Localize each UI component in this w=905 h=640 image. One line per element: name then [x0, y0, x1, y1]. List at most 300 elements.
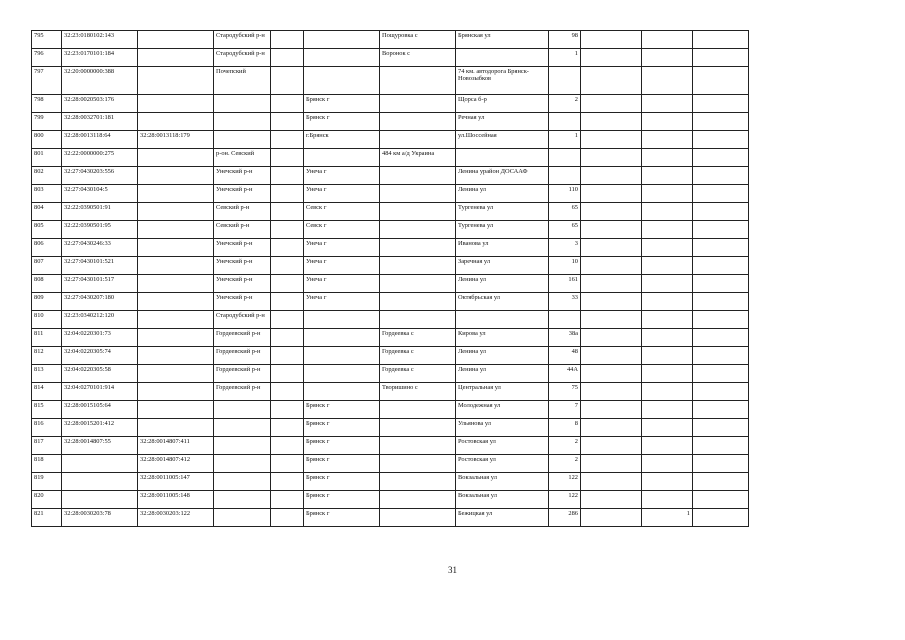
- house-number-cell: 122: [549, 473, 581, 491]
- empty-cell: [271, 257, 304, 275]
- village-cell: [380, 185, 456, 203]
- cadastral-number-cell: 32:28:0014807:55: [62, 437, 138, 455]
- empty-cell: [693, 67, 749, 95]
- table-row: [32, 437, 749, 455]
- street-cell: Ленина урайон ДОСААФ: [456, 167, 549, 185]
- linked-cadastral-number-cell: 32:28:0014807:412: [138, 455, 214, 473]
- district-cell: Стародубский р-н: [214, 311, 271, 329]
- house-number-cell: 75: [549, 383, 581, 401]
- row-number-cell: 800: [32, 131, 62, 149]
- cadastral-number-cell: 32:27:0430203:556: [62, 167, 138, 185]
- table-row: [32, 167, 749, 185]
- table-row: [32, 31, 749, 49]
- row-number-cell: 810: [32, 311, 62, 329]
- empty-cell: [581, 257, 642, 275]
- count-cell: [642, 383, 693, 401]
- empty-cell: [693, 401, 749, 419]
- empty-cell: [693, 455, 749, 473]
- empty-cell: [693, 95, 749, 113]
- linked-cadastral-number-cell: [138, 419, 214, 437]
- district-cell: Гордеевский р-н: [214, 329, 271, 347]
- house-number-cell: 98: [549, 31, 581, 49]
- cadastral-number-cell: 32:27:0430246:33: [62, 239, 138, 257]
- count-cell: [642, 437, 693, 455]
- house-number-cell: 1: [549, 49, 581, 67]
- row-number-cell: 807: [32, 257, 62, 275]
- row-number-cell: 799: [32, 113, 62, 131]
- village-cell: Гордеевка с: [380, 365, 456, 383]
- house-number-cell: 48: [549, 347, 581, 365]
- count-cell: [642, 401, 693, 419]
- count-cell: [642, 31, 693, 49]
- empty-cell: [271, 473, 304, 491]
- city-cell: Брянск г: [304, 473, 380, 491]
- city-cell: [304, 347, 380, 365]
- cadastral-number-cell: [62, 491, 138, 509]
- village-cell: [380, 491, 456, 509]
- district-cell: Унечский р-н: [214, 293, 271, 311]
- district-cell: [214, 491, 271, 509]
- empty-cell: [271, 221, 304, 239]
- linked-cadastral-number-cell: 32:28:0011005:148: [138, 491, 214, 509]
- street-cell: Кирова ул: [456, 329, 549, 347]
- row-number-cell: 797: [32, 67, 62, 95]
- empty-cell: [271, 67, 304, 95]
- cadastral-number-cell: 32:28:0015201:412: [62, 419, 138, 437]
- city-cell: [304, 149, 380, 167]
- cadastral-number-cell: 32:04:0220301:73: [62, 329, 138, 347]
- street-cell: Тургенева ул: [456, 203, 549, 221]
- district-cell: Унечский р-н: [214, 257, 271, 275]
- city-cell: Брянск г: [304, 437, 380, 455]
- empty-cell: [693, 203, 749, 221]
- empty-cell: [271, 509, 304, 527]
- house-number-cell: 286: [549, 509, 581, 527]
- street-cell: Тургенева ул: [456, 221, 549, 239]
- street-cell: ул.Шоссейная: [456, 131, 549, 149]
- village-cell: [380, 437, 456, 455]
- linked-cadastral-number-cell: [138, 275, 214, 293]
- village-cell: [380, 275, 456, 293]
- empty-cell: [581, 167, 642, 185]
- table-row: [32, 95, 749, 113]
- count-cell: [642, 329, 693, 347]
- linked-cadastral-number-cell: [138, 67, 214, 95]
- district-cell: Стародубский р-н: [214, 31, 271, 49]
- linked-cadastral-number-cell: [138, 257, 214, 275]
- village-cell: Гордеевка с: [380, 329, 456, 347]
- row-number-cell: 804: [32, 203, 62, 221]
- empty-cell: [693, 31, 749, 49]
- street-cell: Молодежная ул: [456, 401, 549, 419]
- empty-cell: [693, 49, 749, 67]
- street-cell: Вокзальная ул: [456, 473, 549, 491]
- empty-cell: [271, 383, 304, 401]
- cadastral-number-cell: 32:23:0340212:120: [62, 311, 138, 329]
- city-cell: [304, 365, 380, 383]
- linked-cadastral-number-cell: 32:28:0030203:122: [138, 509, 214, 527]
- linked-cadastral-number-cell: [138, 293, 214, 311]
- city-cell: [304, 329, 380, 347]
- village-cell: [380, 221, 456, 239]
- row-number-cell: 796: [32, 49, 62, 67]
- city-cell: Брянск г: [304, 419, 380, 437]
- house-number-cell: 1: [549, 131, 581, 149]
- cadastral-number-cell: 32:22:0390501:95: [62, 221, 138, 239]
- empty-cell: [271, 239, 304, 257]
- city-cell: [304, 31, 380, 49]
- row-number-cell: 813: [32, 365, 62, 383]
- district-cell: [214, 95, 271, 113]
- cadastral-number-cell: 32:23:0170101:184: [62, 49, 138, 67]
- empty-cell: [693, 383, 749, 401]
- house-number-cell: 2: [549, 95, 581, 113]
- city-cell: Унеча г: [304, 257, 380, 275]
- empty-cell: [581, 491, 642, 509]
- house-number-cell: [549, 311, 581, 329]
- empty-cell: [581, 113, 642, 131]
- district-cell: Стародубский р-н: [214, 49, 271, 67]
- empty-cell: [693, 221, 749, 239]
- city-cell: [304, 49, 380, 67]
- street-cell: Октябрьская ул: [456, 293, 549, 311]
- house-number-cell: 3: [549, 239, 581, 257]
- empty-cell: [581, 49, 642, 67]
- table-row: [32, 67, 749, 95]
- table-row: [32, 329, 749, 347]
- village-cell: [380, 167, 456, 185]
- row-number-cell: 805: [32, 221, 62, 239]
- linked-cadastral-number-cell: 32:28:0014807:411: [138, 437, 214, 455]
- empty-cell: [271, 419, 304, 437]
- house-number-cell: [549, 149, 581, 167]
- city-cell: [304, 383, 380, 401]
- house-number-cell: 33: [549, 293, 581, 311]
- table-row: [32, 239, 749, 257]
- village-cell: [380, 419, 456, 437]
- cadastral-number-cell: 32:28:0032701:181: [62, 113, 138, 131]
- count-cell: [642, 473, 693, 491]
- linked-cadastral-number-cell: [138, 239, 214, 257]
- row-number-cell: 820: [32, 491, 62, 509]
- linked-cadastral-number-cell: [138, 383, 214, 401]
- row-number-cell: 818: [32, 455, 62, 473]
- count-cell: [642, 293, 693, 311]
- row-number-cell: 821: [32, 509, 62, 527]
- linked-cadastral-number-cell: [138, 203, 214, 221]
- linked-cadastral-number-cell: [138, 401, 214, 419]
- table-row: [32, 509, 749, 527]
- house-number-cell: 2: [549, 455, 581, 473]
- village-cell: [380, 67, 456, 95]
- village-cell: Воронок с: [380, 49, 456, 67]
- street-cell: Брянская ул: [456, 31, 549, 49]
- district-cell: [214, 401, 271, 419]
- cadastral-number-cell: 32:28:0013118:64: [62, 131, 138, 149]
- empty-cell: [693, 131, 749, 149]
- house-number-cell: 122: [549, 491, 581, 509]
- empty-cell: [581, 95, 642, 113]
- cadastral-number-cell: 32:22:0390501:91: [62, 203, 138, 221]
- table-row: [32, 131, 749, 149]
- house-number-cell: 38а: [549, 329, 581, 347]
- district-cell: [214, 473, 271, 491]
- linked-cadastral-number-cell: [138, 365, 214, 383]
- empty-cell: [693, 509, 749, 527]
- house-number-cell: [549, 67, 581, 95]
- count-cell: [642, 113, 693, 131]
- village-cell: [380, 473, 456, 491]
- empty-cell: [581, 185, 642, 203]
- empty-cell: [581, 275, 642, 293]
- empty-cell: [581, 509, 642, 527]
- street-cell: Центральная ул: [456, 383, 549, 401]
- village-cell: 484 км а/д Украина: [380, 149, 456, 167]
- street-cell: Иванова ул: [456, 239, 549, 257]
- table-row: [32, 383, 749, 401]
- district-cell: Севский р-н: [214, 203, 271, 221]
- empty-cell: [271, 185, 304, 203]
- empty-cell: [271, 275, 304, 293]
- house-number-cell: 7: [549, 401, 581, 419]
- empty-cell: [271, 365, 304, 383]
- table-row: [32, 293, 749, 311]
- city-cell: Брянск г: [304, 401, 380, 419]
- cadastral-number-cell: 32:04:0270101:914: [62, 383, 138, 401]
- count-cell: [642, 203, 693, 221]
- city-cell: г.Брянск: [304, 131, 380, 149]
- cadastral-number-cell: 32:27:0430104:5: [62, 185, 138, 203]
- row-number-cell: 795: [32, 31, 62, 49]
- empty-cell: [271, 149, 304, 167]
- street-cell: Вокзальная ул: [456, 491, 549, 509]
- village-cell: [380, 203, 456, 221]
- village-cell: Творишино с: [380, 383, 456, 401]
- district-cell: [214, 131, 271, 149]
- district-cell: [214, 509, 271, 527]
- linked-cadastral-number-cell: [138, 167, 214, 185]
- linked-cadastral-number-cell: [138, 347, 214, 365]
- village-cell: [380, 401, 456, 419]
- page-number: 31: [448, 565, 457, 575]
- empty-cell: [581, 419, 642, 437]
- house-number-cell: 44А: [549, 365, 581, 383]
- empty-cell: [581, 221, 642, 239]
- row-number-cell: 811: [32, 329, 62, 347]
- empty-cell: [693, 473, 749, 491]
- district-cell: Унечский р-н: [214, 239, 271, 257]
- table-row: [32, 419, 749, 437]
- village-cell: [380, 311, 456, 329]
- empty-cell: [693, 275, 749, 293]
- city-cell: [304, 67, 380, 95]
- count-cell: [642, 311, 693, 329]
- empty-cell: [581, 455, 642, 473]
- street-cell: Ульянова ул: [456, 419, 549, 437]
- count-cell: [642, 131, 693, 149]
- empty-cell: [581, 31, 642, 49]
- street-cell: [456, 311, 549, 329]
- empty-cell: [693, 365, 749, 383]
- table-row: [32, 221, 749, 239]
- row-number-cell: 803: [32, 185, 62, 203]
- district-cell: [214, 419, 271, 437]
- linked-cadastral-number-cell: [138, 221, 214, 239]
- count-cell: [642, 239, 693, 257]
- empty-cell: [271, 203, 304, 221]
- village-cell: Гордеевка с: [380, 347, 456, 365]
- city-cell: Унеча г: [304, 293, 380, 311]
- table-row: [32, 473, 749, 491]
- district-cell: [214, 113, 271, 131]
- street-cell: [456, 149, 549, 167]
- table-row: [32, 365, 749, 383]
- city-cell: Брянск г: [304, 509, 380, 527]
- city-cell: Брянск г: [304, 491, 380, 509]
- cadastral-number-cell: 32:20:0000000:388: [62, 67, 138, 95]
- empty-cell: [581, 365, 642, 383]
- city-cell: Унеча г: [304, 167, 380, 185]
- row-number-cell: 819: [32, 473, 62, 491]
- street-cell: Щорса б-р: [456, 95, 549, 113]
- empty-cell: [581, 293, 642, 311]
- linked-cadastral-number-cell: [138, 329, 214, 347]
- city-cell: Брянск г: [304, 113, 380, 131]
- empty-cell: [271, 329, 304, 347]
- district-cell: Унечский р-н: [214, 167, 271, 185]
- city-cell: [304, 311, 380, 329]
- row-number-cell: 814: [32, 383, 62, 401]
- district-cell: [214, 437, 271, 455]
- empty-cell: [271, 31, 304, 49]
- empty-cell: [271, 491, 304, 509]
- empty-cell: [271, 455, 304, 473]
- empty-cell: [581, 131, 642, 149]
- street-cell: Заречная ул: [456, 257, 549, 275]
- empty-cell: [581, 329, 642, 347]
- empty-cell: [581, 401, 642, 419]
- cadastral-number-cell: 32:04:0220305:74: [62, 347, 138, 365]
- linked-cadastral-number-cell: [138, 149, 214, 167]
- house-number-cell: 65: [549, 203, 581, 221]
- row-number-cell: 817: [32, 437, 62, 455]
- row-number-cell: 809: [32, 293, 62, 311]
- row-number-cell: 798: [32, 95, 62, 113]
- linked-cadastral-number-cell: [138, 185, 214, 203]
- empty-cell: [581, 437, 642, 455]
- city-cell: Унеча г: [304, 185, 380, 203]
- district-cell: Унечский р-н: [214, 185, 271, 203]
- cadastral-number-cell: 32:28:0020503:176: [62, 95, 138, 113]
- village-cell: [380, 455, 456, 473]
- house-number-cell: 65: [549, 221, 581, 239]
- count-cell: [642, 257, 693, 275]
- village-cell: [380, 509, 456, 527]
- district-cell: Унечский р-н: [214, 275, 271, 293]
- count-cell: [642, 185, 693, 203]
- empty-cell: [581, 67, 642, 95]
- city-cell: Севск г: [304, 203, 380, 221]
- street-cell: Ленина ул: [456, 185, 549, 203]
- district-cell: Почепский: [214, 67, 271, 95]
- empty-cell: [693, 149, 749, 167]
- count-cell: 1: [642, 509, 693, 527]
- row-number-cell: 802: [32, 167, 62, 185]
- city-cell: Унеча г: [304, 275, 380, 293]
- linked-cadastral-number-cell: [138, 95, 214, 113]
- linked-cadastral-number-cell: 32:28:0013118:179: [138, 131, 214, 149]
- linked-cadastral-number-cell: 32:28:0011005:147: [138, 473, 214, 491]
- cadastral-number-cell: 32:27:0430101:517: [62, 275, 138, 293]
- street-cell: Ленина ул: [456, 365, 549, 383]
- linked-cadastral-number-cell: [138, 311, 214, 329]
- row-number-cell: 815: [32, 401, 62, 419]
- empty-cell: [581, 149, 642, 167]
- table-row: [32, 203, 749, 221]
- street-cell: Речная ул: [456, 113, 549, 131]
- count-cell: [642, 365, 693, 383]
- empty-cell: [581, 239, 642, 257]
- row-number-cell: 816: [32, 419, 62, 437]
- village-cell: [380, 257, 456, 275]
- row-number-cell: 801: [32, 149, 62, 167]
- empty-cell: [693, 185, 749, 203]
- count-cell: [642, 167, 693, 185]
- empty-cell: [271, 167, 304, 185]
- table-row: [32, 149, 749, 167]
- count-cell: [642, 275, 693, 293]
- empty-cell: [693, 167, 749, 185]
- district-cell: [214, 455, 271, 473]
- empty-cell: [271, 311, 304, 329]
- empty-cell: [693, 419, 749, 437]
- village-cell: [380, 293, 456, 311]
- cadastral-number-cell: [62, 473, 138, 491]
- row-number-cell: 812: [32, 347, 62, 365]
- street-cell: 74 км. автодорога Брянск-Новозыбков: [456, 67, 549, 95]
- district-cell: Гордеевский р-н: [214, 383, 271, 401]
- empty-cell: [271, 347, 304, 365]
- count-cell: [642, 491, 693, 509]
- table-row: [32, 49, 749, 67]
- table-row: [32, 275, 749, 293]
- row-number-cell: 808: [32, 275, 62, 293]
- cadastral-number-cell: [62, 455, 138, 473]
- house-number-cell: [549, 167, 581, 185]
- count-cell: [642, 149, 693, 167]
- count-cell: [642, 455, 693, 473]
- count-cell: [642, 67, 693, 95]
- street-cell: Ленина ул: [456, 275, 549, 293]
- empty-cell: [581, 383, 642, 401]
- empty-cell: [271, 131, 304, 149]
- house-number-cell: 10: [549, 257, 581, 275]
- count-cell: [642, 95, 693, 113]
- empty-cell: [271, 401, 304, 419]
- empty-cell: [581, 473, 642, 491]
- street-cell: Бежицкая ул: [456, 509, 549, 527]
- empty-cell: [693, 293, 749, 311]
- count-cell: [642, 419, 693, 437]
- table-row: [32, 257, 749, 275]
- linked-cadastral-number-cell: [138, 113, 214, 131]
- empty-cell: [693, 239, 749, 257]
- empty-cell: [693, 347, 749, 365]
- village-cell: [380, 131, 456, 149]
- cadastral-number-cell: 32:28:0030203:78: [62, 509, 138, 527]
- street-cell: [456, 49, 549, 67]
- cadastral-number-cell: 32:27:0430207:180: [62, 293, 138, 311]
